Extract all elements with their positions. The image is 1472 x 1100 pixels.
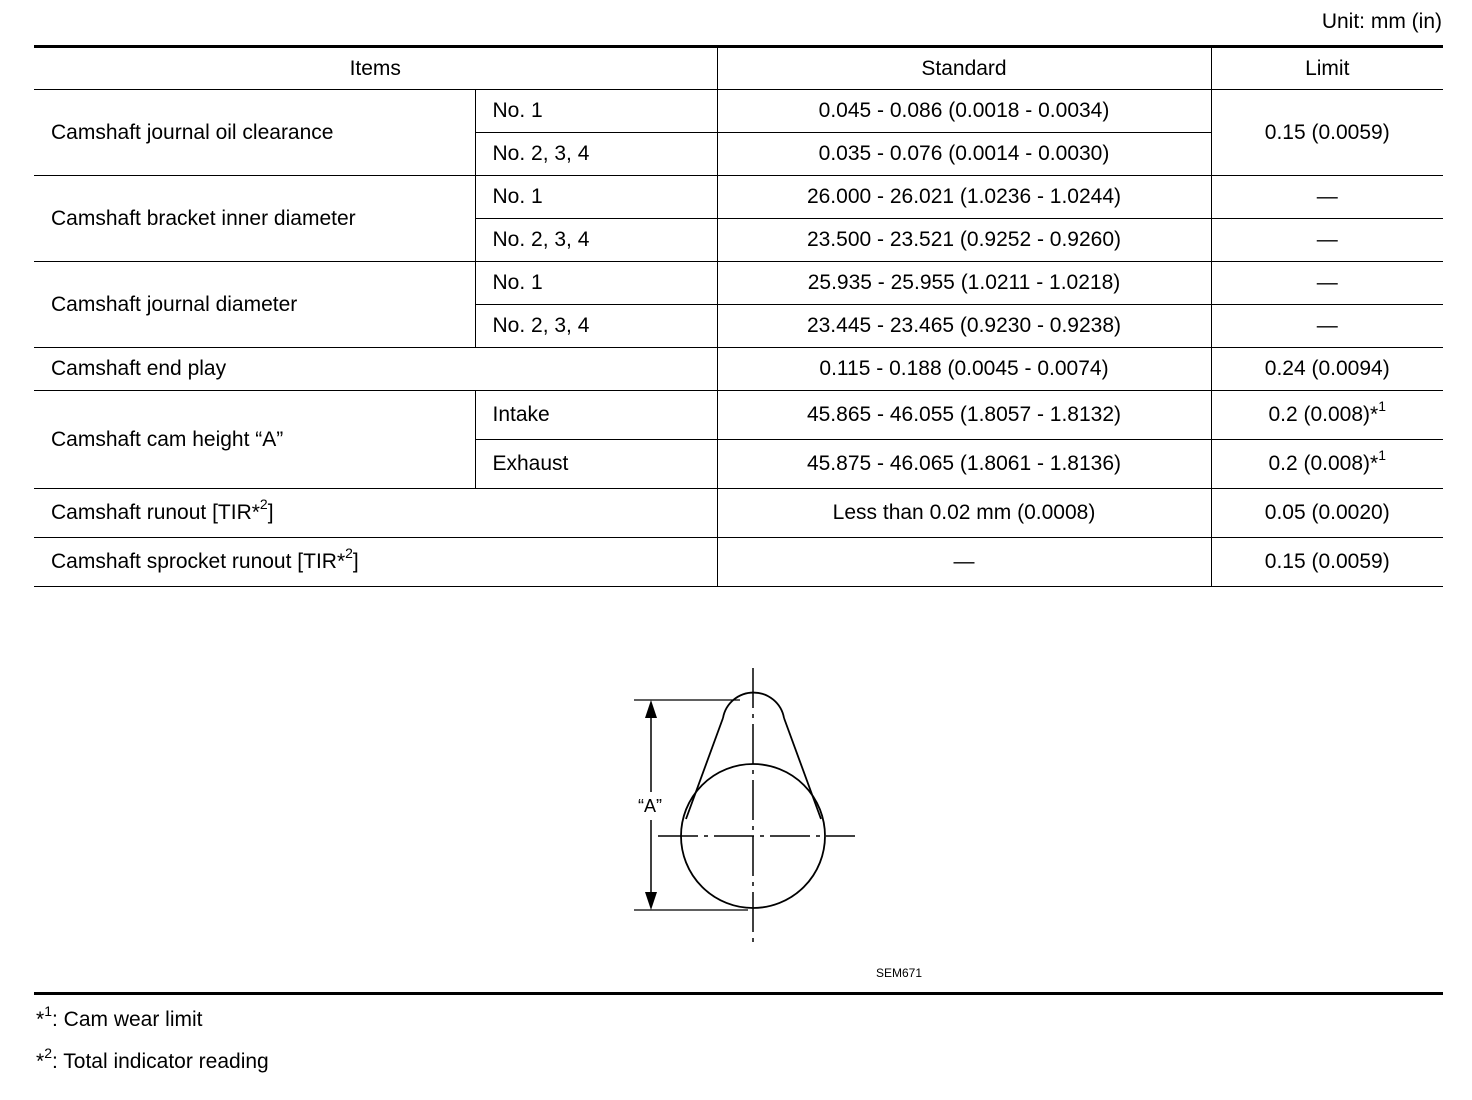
unit-label: Unit: mm (in) xyxy=(1321,10,1442,33)
cam-height-diagram xyxy=(620,660,870,955)
sub-item: No. 1 xyxy=(475,176,717,219)
limit-value: 0.05 (0.0020) xyxy=(1211,489,1443,538)
limit-value: 0.24 (0.0094) xyxy=(1211,348,1443,391)
limit-value: — xyxy=(1211,305,1443,348)
footnote-ref: 2 xyxy=(259,496,268,512)
notes-top-rule xyxy=(34,992,1443,995)
sub-item: Intake xyxy=(475,391,717,440)
limit-value: 0.15 (0.0059) xyxy=(1211,538,1443,587)
limit-value: 0.15 (0.0059) xyxy=(1211,90,1443,176)
item-name: Camshaft cam height “A” xyxy=(34,391,475,489)
sub-item: Exhaust xyxy=(475,440,717,489)
limit-text: 0.2 (0.008)* xyxy=(1268,452,1379,475)
table-row xyxy=(34,348,1443,391)
limit-text: 0.2 (0.008)* xyxy=(1268,403,1379,426)
item-name xyxy=(34,489,717,538)
standard-value: — xyxy=(717,538,1211,587)
standard-value: 23.500 - 23.521 (0.9252 - 0.9260) xyxy=(717,219,1211,262)
standard-value: 45.865 - 46.055 (1.8057 - 1.8132) xyxy=(717,391,1211,440)
footnote-2 xyxy=(36,1045,269,1074)
item-text-end: ] xyxy=(352,550,359,573)
item-name: Camshaft end play xyxy=(34,348,717,391)
header-limit: Limit xyxy=(1211,48,1443,90)
limit-value xyxy=(1211,440,1443,489)
item-name: Camshaft journal oil clearance xyxy=(34,90,475,176)
footnote-mark: * xyxy=(36,1050,45,1073)
limit-value: — xyxy=(1211,176,1443,219)
standard-value: 23.445 - 23.465 (0.9230 - 0.9238) xyxy=(717,305,1211,348)
footnote-text: : Cam wear limit xyxy=(51,1008,203,1031)
standard-value: 26.000 - 26.021 (1.0236 - 1.0244) xyxy=(717,176,1211,219)
table-row xyxy=(34,90,1443,133)
footnote-1 xyxy=(36,1003,203,1032)
header-items: Items xyxy=(34,48,717,90)
footnote-number: 1 xyxy=(44,1003,52,1019)
cam-flank-right xyxy=(784,718,821,819)
figure-code: SEM671 xyxy=(876,966,923,980)
standard-value: Less than 0.02 mm (0.0008) xyxy=(717,489,1211,538)
footnote-number: 2 xyxy=(44,1045,52,1061)
standard-value: 0.045 - 0.086 (0.0018 - 0.0034) xyxy=(717,90,1211,133)
dimension-label: “A” xyxy=(638,796,662,816)
table-row xyxy=(34,538,1443,587)
camshaft-spec-table xyxy=(34,48,1443,587)
sub-item: No. 2, 3, 4 xyxy=(475,133,717,176)
footnote-ref: 1 xyxy=(1378,447,1387,463)
item-text: Camshaft runout [TIR* xyxy=(51,501,260,524)
footnote-ref: 2 xyxy=(345,545,353,561)
table-row xyxy=(34,176,1443,219)
cam-flank-left xyxy=(686,718,723,819)
standard-value: 45.875 - 46.065 (1.8061 - 1.8136) xyxy=(717,440,1211,489)
limit-value: — xyxy=(1211,262,1443,305)
sub-item: No. 2, 3, 4 xyxy=(475,219,717,262)
footnote-ref: 1 xyxy=(1378,398,1387,414)
dimension-arrow-up xyxy=(645,700,657,718)
sub-item: No. 1 xyxy=(475,262,717,305)
standard-value: 0.115 - 0.188 (0.0045 - 0.0074) xyxy=(717,348,1211,391)
table-row xyxy=(34,489,1443,538)
header-standard: Standard xyxy=(717,48,1211,90)
standard-value: 0.035 - 0.076 (0.0014 - 0.0030) xyxy=(717,133,1211,176)
item-text: Camshaft sprocket runout [TIR* xyxy=(51,550,346,573)
item-name: Camshaft bracket inner diameter xyxy=(34,176,475,262)
footnote-mark: * xyxy=(36,1008,45,1031)
item-text-end: ] xyxy=(267,501,274,524)
dimension-arrow-down xyxy=(645,892,657,910)
item-name xyxy=(34,538,717,587)
sub-item: No. 2, 3, 4 xyxy=(475,305,717,348)
table-row xyxy=(34,391,1443,440)
table-row xyxy=(34,262,1443,305)
standard-value: 25.935 - 25.955 (1.0211 - 1.0218) xyxy=(717,262,1211,305)
footnote-text: : Total indicator reading xyxy=(51,1050,269,1073)
table-header-row xyxy=(34,48,1443,90)
limit-value: — xyxy=(1211,219,1443,262)
sub-item: No. 1 xyxy=(475,90,717,133)
item-name: Camshaft journal diameter xyxy=(34,262,475,348)
limit-value xyxy=(1211,391,1443,440)
